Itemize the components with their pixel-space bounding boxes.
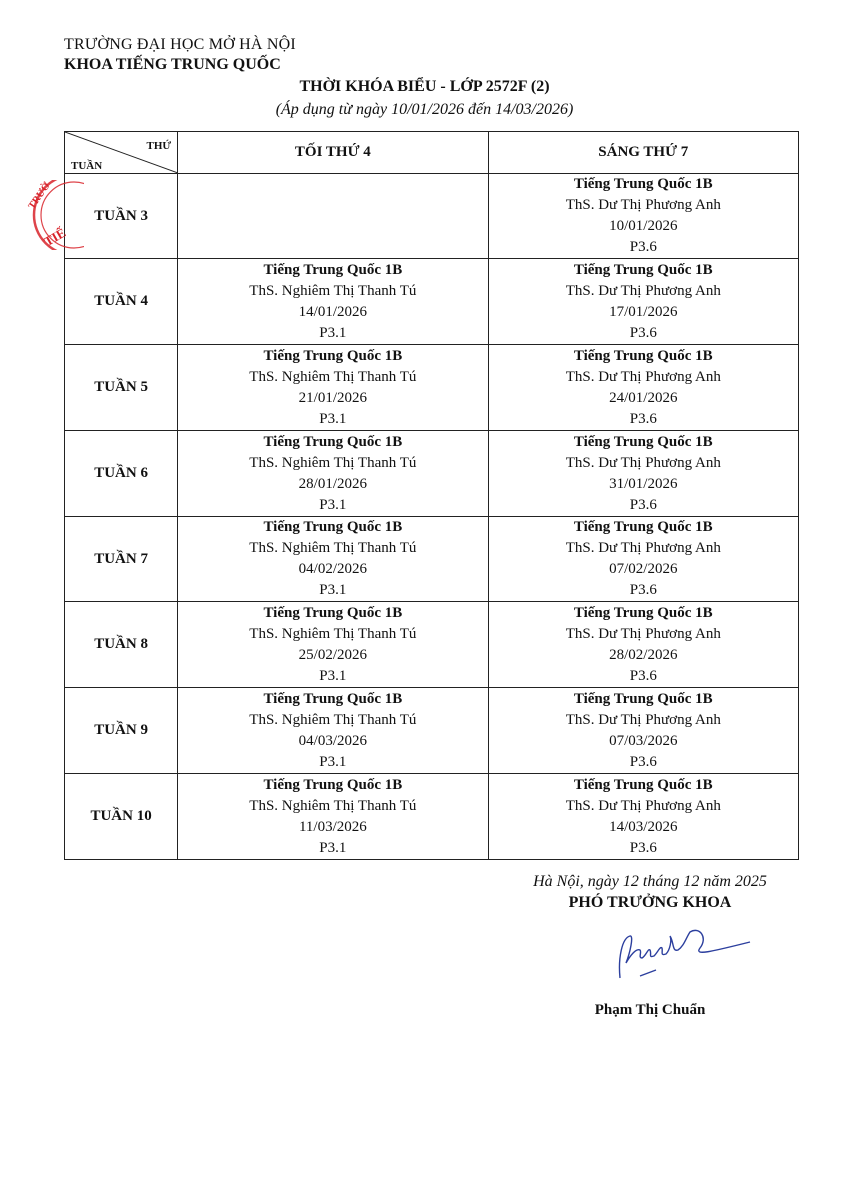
evening-session-cell xyxy=(178,688,488,774)
morning-session-cell xyxy=(488,345,798,431)
teacher-name: ThS. Nghiêm Thị Thanh Tú xyxy=(249,625,417,642)
table-row xyxy=(65,174,799,259)
session-date: 14/03/2026 xyxy=(609,818,678,835)
teacher-name: ThS. Dư Thị Phương Anh xyxy=(565,368,721,385)
morning-session-cell xyxy=(488,431,798,517)
teacher-name: ThS. Dư Thị Phương Anh xyxy=(565,454,721,471)
week-label: TUẦN 6 xyxy=(65,431,178,517)
column-header-evening: TỐI THỨ 4 xyxy=(178,132,488,174)
teacher-name: ThS. Nghiêm Thị Thanh Tú xyxy=(249,368,417,385)
signer-role: PHÓ TRƯỞNG KHOA xyxy=(568,894,732,911)
signer-name: Phạm Thị Chuẩn xyxy=(594,1002,706,1018)
subject-name: Tiếng Trung Quốc 1B xyxy=(573,604,713,621)
column-header-morning: SÁNG THỨ 7 xyxy=(488,132,798,174)
room-number: P3.1 xyxy=(319,753,347,770)
evening-session-cell xyxy=(178,517,488,602)
timetable xyxy=(64,131,799,860)
week-label: TUẦN 5 xyxy=(65,345,178,431)
table-row xyxy=(65,602,799,688)
faculty-name: KHOA TIẾNG TRUNG QUỐC xyxy=(64,56,281,73)
morning-session-cell xyxy=(488,174,798,259)
session-date: 31/01/2026 xyxy=(609,475,678,492)
room-number: P3.1 xyxy=(319,667,347,684)
table-row xyxy=(65,774,799,860)
handwritten-signature xyxy=(600,918,760,988)
evening-session-cell xyxy=(178,345,488,431)
room-number: P3.1 xyxy=(319,839,347,856)
header-row xyxy=(65,132,799,174)
room-number: P3.6 xyxy=(629,324,657,341)
place-and-date: Hà Nội, ngày 12 tháng 12 năm 2025 xyxy=(533,873,767,890)
subject-name: Tiếng Trung Quốc 1B xyxy=(573,776,713,793)
teacher-name: ThS. Nghiêm Thị Thanh Tú xyxy=(249,711,417,728)
subject-name: Tiếng Trung Quốc 1B xyxy=(263,604,403,621)
session-date: 10/01/2026 xyxy=(609,218,678,234)
table-row xyxy=(65,259,799,345)
session-date: 17/01/2026 xyxy=(609,303,678,320)
subject-name: Tiếng Trung Quốc 1B xyxy=(263,776,403,793)
subject-name: Tiếng Trung Quốc 1B xyxy=(573,433,713,450)
room-number: P3.1 xyxy=(319,496,347,513)
teacher-name: ThS. Nghiêm Thị Thanh Tú xyxy=(249,282,417,299)
morning-session-cell xyxy=(488,517,798,602)
evening-session-cell xyxy=(178,431,488,517)
document-subtitle: (Áp dụng từ ngày 10/01/2026 đến 14/03/2026) xyxy=(275,101,574,118)
morning-session-cell xyxy=(488,774,798,860)
teacher-name: ThS. Dư Thị Phương Anh xyxy=(565,711,721,728)
week-label: TUẦN 3 xyxy=(65,174,178,259)
svg-text:TIẾ: TIẾ xyxy=(41,224,69,250)
session-date: 25/02/2026 xyxy=(298,646,368,663)
room-number: P3.6 xyxy=(629,239,657,255)
room-number: P3.6 xyxy=(629,753,657,770)
room-number: P3.6 xyxy=(629,410,657,427)
subject-name: Tiếng Trung Quốc 1B xyxy=(573,690,713,707)
session-date: 28/01/2026 xyxy=(298,475,368,492)
table-row xyxy=(65,517,799,602)
teacher-name: ThS. Dư Thị Phương Anh xyxy=(565,540,721,556)
evening-session-cell xyxy=(178,259,488,345)
week-label: TUẦN 9 xyxy=(65,688,178,774)
morning-session-cell xyxy=(488,688,798,774)
room-number: P3.6 xyxy=(629,582,657,598)
evening-session-cell xyxy=(178,774,488,860)
week-label: TUẦN 10 xyxy=(65,774,178,860)
teacher-name: ThS. Dư Thị Phương Anh xyxy=(565,197,721,213)
university-name: TRƯỜNG ĐẠI HỌC MỞ HÀ NỘI xyxy=(64,36,296,53)
room-number: P3.1 xyxy=(319,324,347,341)
corner-day-label: THỨ xyxy=(146,140,172,152)
session-date: 07/02/2026 xyxy=(609,561,678,577)
room-number: P3.1 xyxy=(319,410,347,427)
table-row xyxy=(65,345,799,431)
corner-cell xyxy=(65,132,178,174)
stamp-seal xyxy=(14,180,84,250)
teacher-name: ThS. Nghiêm Thị Thanh Tú xyxy=(249,454,417,471)
teacher-name: ThS. Dư Thị Phương Anh xyxy=(565,797,721,814)
subject-name: Tiếng Trung Quốc 1B xyxy=(263,519,403,535)
subject-name: Tiếng Trung Quốc 1B xyxy=(573,519,713,535)
evening-session-cell xyxy=(178,174,488,259)
session-date: 04/03/2026 xyxy=(298,732,368,749)
corner-week-label: TUẦN xyxy=(71,160,103,172)
subject-name: Tiếng Trung Quốc 1B xyxy=(263,261,403,278)
session-date: 21/01/2026 xyxy=(298,389,368,406)
table-row xyxy=(65,431,799,517)
teacher-name: ThS. Nghiêm Thị Thanh Tú xyxy=(249,540,417,556)
room-number: P3.1 xyxy=(319,582,347,598)
session-date: 24/01/2026 xyxy=(609,389,678,406)
room-number: P3.6 xyxy=(629,839,657,856)
morning-session-cell xyxy=(488,602,798,688)
subject-name: Tiếng Trung Quốc 1B xyxy=(573,347,713,364)
evening-session-cell xyxy=(178,602,488,688)
teacher-name: ThS. Nghiêm Thị Thanh Tú xyxy=(249,797,417,814)
session-date: 14/01/2026 xyxy=(298,303,368,320)
session-date: 07/03/2026 xyxy=(609,732,678,749)
teacher-name: ThS. Dư Thị Phương Anh xyxy=(565,282,721,299)
room-number: P3.6 xyxy=(629,496,657,513)
table-row xyxy=(65,688,799,774)
teacher-name: ThS. Dư Thị Phương Anh xyxy=(565,625,721,642)
session-date: 04/02/2026 xyxy=(298,561,368,577)
session-date: 28/02/2026 xyxy=(609,646,678,663)
svg-text:TRƯỜ: TRƯỜ xyxy=(26,180,53,212)
subject-name: Tiếng Trung Quốc 1B xyxy=(263,347,403,364)
week-label: TUẦN 4 xyxy=(65,259,178,345)
week-label: TUẦN 7 xyxy=(65,517,178,602)
week-label: TUẦN 8 xyxy=(65,602,178,688)
subject-name: Tiếng Trung Quốc 1B xyxy=(573,261,713,278)
subject-name: Tiếng Trung Quốc 1B xyxy=(263,690,403,707)
session-date: 11/03/2026 xyxy=(298,818,367,835)
subject-name: Tiếng Trung Quốc 1B xyxy=(263,433,403,450)
document-title: THỜI KHÓA BIỂU - LỚP 2572F (2) xyxy=(299,78,550,95)
room-number: P3.6 xyxy=(629,667,657,684)
morning-session-cell xyxy=(488,259,798,345)
subject-name: Tiếng Trung Quốc 1B xyxy=(573,176,713,192)
